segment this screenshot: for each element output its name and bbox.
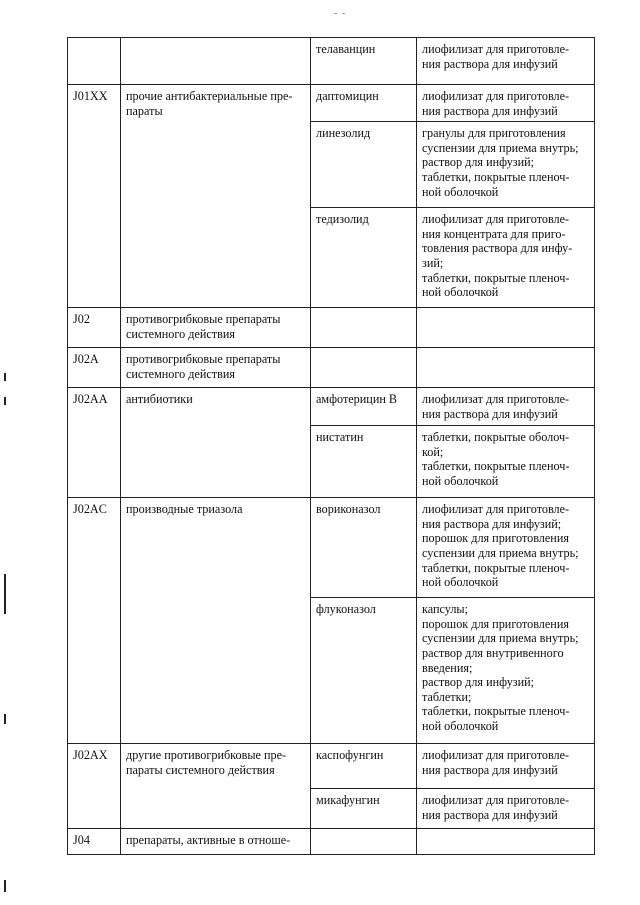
- form-line: лиофилизат для приготовле-: [422, 502, 570, 517]
- scan-artifact: [4, 373, 6, 381]
- form-line: лиофилизат для приготовле-: [422, 89, 570, 103]
- scan-artifact: [4, 574, 6, 614]
- form-line: ной оболочкой: [422, 718, 499, 733]
- form-line: раствор для внутривенного: [422, 645, 564, 660]
- forms-cell: [417, 208, 595, 308]
- drug-cell: нистатин: [311, 426, 417, 498]
- form-line: ния концентрата для приго-: [422, 226, 566, 241]
- form-line: суспензии для приема внутрь;: [422, 545, 579, 560]
- form-line: ной оболочкой: [422, 285, 499, 300]
- form-line: товления раствора для инфу-: [422, 241, 573, 256]
- drug-cell: линезолид: [311, 122, 417, 208]
- form-line: ния раствора для инфузий: [422, 807, 558, 822]
- form-line: лиофилизат для приготовле-: [422, 212, 570, 227]
- form-line: ной оболочкой: [422, 184, 499, 199]
- form-line: раствор для инфузий;: [422, 675, 535, 690]
- form-line: таблетки, покрытые пленоч-: [422, 704, 570, 719]
- group-cell: антибиотики: [121, 388, 311, 498]
- scan-artifact: [4, 397, 6, 405]
- forms-cell: [417, 308, 595, 348]
- forms-cell: [417, 38, 595, 85]
- forms-cell: [417, 388, 595, 426]
- drug-cell: тедизолид: [311, 208, 417, 308]
- form-line: таблетки, покрытые пленоч-: [422, 169, 570, 184]
- forms-cell: [417, 122, 595, 208]
- forms-cell: [417, 789, 595, 829]
- group-cell: противогрибковые препараты системного действия: [121, 308, 311, 348]
- group-cell: производные триазола: [121, 498, 311, 744]
- code-cell: J02: [68, 308, 121, 348]
- page-marker: - -: [334, 8, 347, 19]
- form-line: ния раствора для инфузий: [422, 56, 558, 71]
- drug-cell: амфотерицин B: [311, 388, 417, 426]
- form-line: лиофилизат для приготовле-: [422, 42, 570, 56]
- forms-cell: [417, 348, 595, 388]
- form-line: ной оболочкой: [422, 575, 499, 590]
- form-line: суспензии для приема внутрь;: [422, 140, 579, 155]
- group-cell: прочие антибактериальные пре- параты: [121, 85, 311, 308]
- form-line: зий;: [422, 255, 444, 270]
- drug-cell: микафунгин: [311, 789, 417, 829]
- table-row: [68, 38, 595, 85]
- code-cell: J02AA: [68, 388, 121, 498]
- form-line: гранулы для приготовления: [422, 126, 566, 141]
- drug-cell: флуконазол: [311, 598, 417, 744]
- drug-cell: [311, 348, 417, 388]
- drug-cell: [311, 308, 417, 348]
- code-cell: J02A: [68, 348, 121, 388]
- drug-cell: [311, 829, 417, 855]
- form-line: ния раствора для инфузий: [422, 103, 558, 118]
- forms-cell: [417, 85, 595, 122]
- forms-cell: [417, 498, 595, 598]
- form-line: ной оболочкой: [422, 473, 499, 488]
- table-row: [68, 308, 595, 348]
- form-line: введения;: [422, 660, 473, 675]
- scan-artifact: [4, 714, 6, 724]
- forms-cell: [417, 829, 595, 855]
- form-line: лиофилизат для приготовле-: [422, 793, 570, 808]
- drug-cell: телаванцин: [311, 38, 417, 85]
- table-row: [68, 498, 595, 598]
- code-cell: J02AC: [68, 498, 121, 744]
- group-cell: препараты, активные в отноше-: [121, 829, 311, 855]
- forms-cell: [417, 598, 595, 744]
- table-row: [68, 388, 595, 426]
- form-line: таблетки, покрытые пленоч-: [422, 459, 570, 474]
- drug-cell: каспофунгин: [311, 744, 417, 789]
- form-line: капсулы;: [422, 602, 468, 617]
- form-line: ния раствора для инфузий: [422, 762, 558, 777]
- table-row: [68, 85, 595, 122]
- form-line: таблетки, покрытые пленоч-: [422, 560, 570, 575]
- forms-cell: [417, 426, 595, 498]
- table-row: [68, 348, 595, 388]
- code-cell: J02AX: [68, 744, 121, 829]
- forms-cell: [417, 744, 595, 789]
- form-line: суспензии для приема внутрь;: [422, 631, 579, 646]
- form-line: ния раствора для инфузий;: [422, 516, 562, 531]
- drug-cell: вориконазол: [311, 498, 417, 598]
- drug-cell: даптомицин: [311, 85, 417, 122]
- group-cell: другие противогрибковые пре- параты системного действия: [121, 744, 311, 829]
- group-cell: противогрибковые препараты системного действия: [121, 348, 311, 388]
- code-cell: J01XX: [68, 85, 121, 308]
- group-cell: [121, 38, 311, 85]
- form-line: кой;: [422, 444, 444, 459]
- form-line: порошок для приготовления: [422, 531, 569, 546]
- scan-artifact: [4, 880, 6, 892]
- table-row: [68, 829, 595, 855]
- form-line: таблетки, покрытые пленоч-: [422, 270, 570, 285]
- form-line: лиофилизат для приготовле-: [422, 748, 570, 763]
- form-line: ния раствора для инфузий: [422, 406, 558, 421]
- form-line: таблетки;: [422, 689, 472, 704]
- form-line: лиофилизат для приготовле-: [422, 392, 570, 407]
- table-row: [68, 744, 595, 789]
- form-line: раствор для инфузий;: [422, 155, 535, 170]
- form-line: таблетки, покрытые оболоч-: [422, 430, 570, 445]
- code-cell: J04: [68, 829, 121, 855]
- code-cell: [68, 38, 121, 85]
- drug-table: [67, 37, 595, 855]
- form-line: порошок для приготовления: [422, 616, 569, 631]
